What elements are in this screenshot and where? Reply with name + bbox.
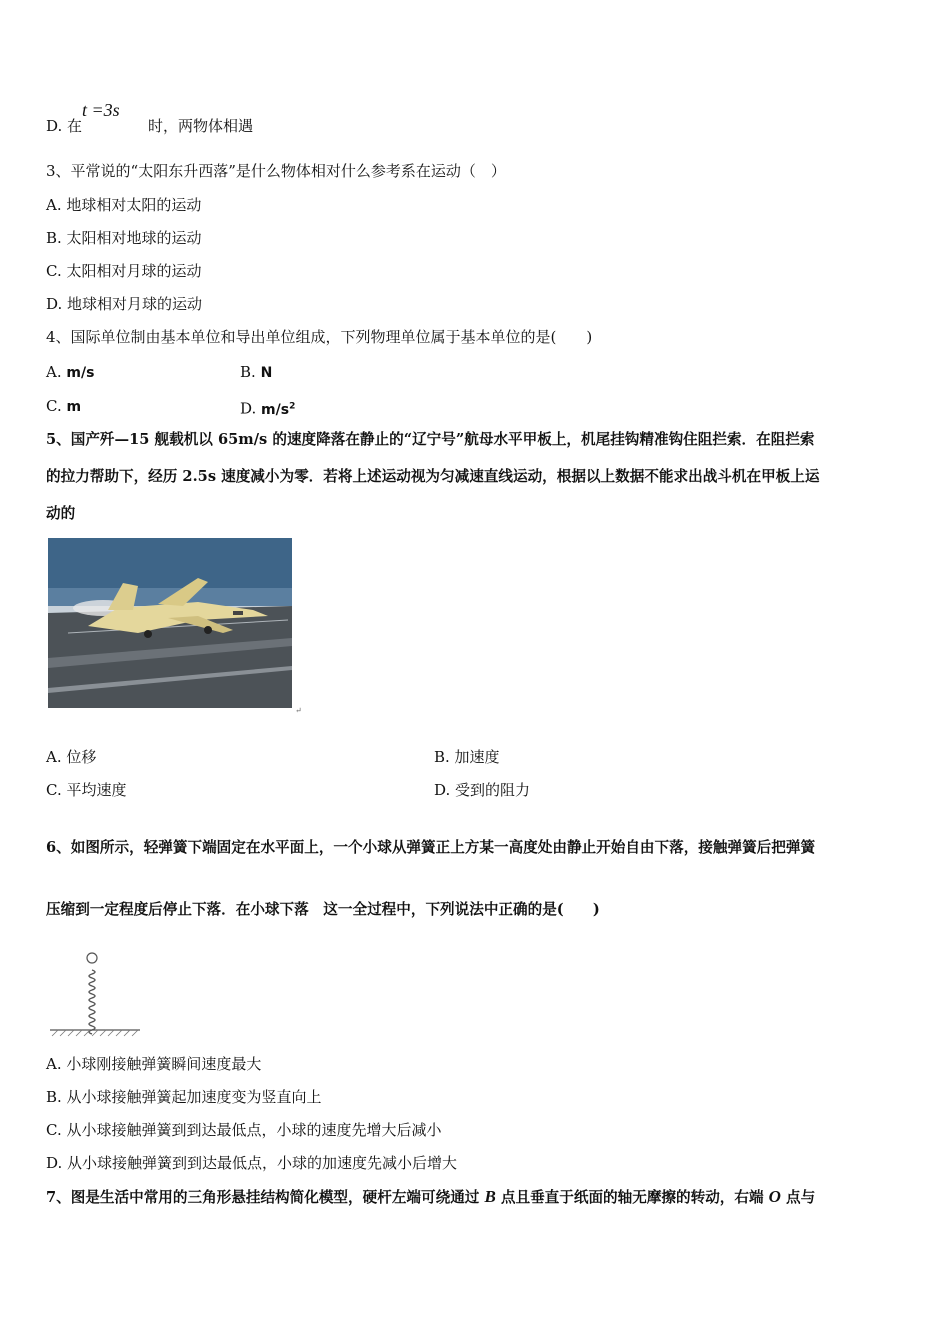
q5-option-a: A. 位移 [46,748,97,766]
image-anchor-mark: ↵ [295,706,302,715]
q7-point-b: B [484,1187,496,1206]
q3-option-a: A. 地球相对太阳的运动 [46,196,202,214]
q5-option-d: D. 受到的阻力 [434,781,531,799]
q4-option-b-unit: N [260,365,273,381]
q7-stem [46,1187,815,1208]
q4-option-a-letter: A. [46,363,62,381]
q6-option-c: C. 从小球接触弹簧到到达最低点，小球的速度先增大后减小 [46,1121,442,1139]
q7-stem-part3: 点与 [780,1189,816,1206]
q4-option-d-unit-text: m/s [261,401,290,418]
q4-option-b-letter: B. [240,363,256,381]
q4-option-b [240,362,272,383]
q4-option-a [46,362,94,383]
q7-stem-part2: 点且垂直于纸面的轴无摩擦的转动，右端 [495,1189,769,1206]
q6-stem-line2: 压缩到一定程度后停止下落．在小球下落 这一全过程中，下列说法中正确的是( ) [46,901,600,918]
q4-option-c [46,396,81,417]
q5-option-c: C. 平均速度 [46,781,127,799]
q2-option-d [46,116,253,136]
spring-ball-diagram [48,950,144,1038]
q3-option-c: C. 太阳相对月球的运动 [46,262,202,280]
q4-option-d-letter: D. [240,399,257,418]
q3-option-b: B. 太阳相对地球的运动 [46,229,202,247]
q7-stem-part1: 7、图是生活中常用的三角形悬挂结构简化模型，硬杆左端可绕通过 [46,1189,485,1206]
q5-stem-line2: 的拉力帮助下，经历 2.5s 速度减小为零．若将上述运动视为匀减速直线运动，根据以上数据不能求出战斗机在甲板上运 [46,468,820,485]
q2-option-d-math: t =3s [82,100,120,120]
q4-option-a-unit: m/s [66,365,95,381]
q6-option-d: D. 从小球接触弹簧到到达最低点，小球的加速度先减小后增大 [46,1154,458,1172]
q4-option-d-superscript: 2 [289,401,296,411]
q6-stem-line1: 6、如图所示，轻弹簧下端固定在水平面上，一个小球从弹簧正上方某一高度处由静止开始自由下落，接触弹簧后把弹簧 [46,839,816,856]
q4-option-d [240,396,295,420]
q4-option-d-unit [261,402,295,418]
q5-stem-line3: 动的 [46,505,76,522]
q6-option-a: A. 小球刚接触弹簧瞬间速度最大 [46,1055,262,1073]
q4-option-c-unit: m [66,399,82,415]
q5-option-b: B. 加速度 [434,748,500,766]
q4-option-c-letter: C. [46,397,62,415]
q4-stem: 4、国际单位制由基本单位和导出单位组成，下列物理单位属于基本单位的是( ) [46,328,593,346]
q2-option-d-prefix: D. 在 [46,117,83,135]
carrier-jet-photo [48,538,292,708]
q6-option-b: B. 从小球接触弹簧起加速度变为竖直向上 [46,1088,322,1106]
q2-option-d-suffix: 时，两物体相遇 [148,117,254,135]
q7-point-o: O [768,1187,781,1206]
q3-stem: 3、平常说的“太阳东升西落”是什么物体相对什么参考系在运动（ ） [46,162,506,180]
q5-stem-line1: 5、国产歼—15 舰载机以 65m/s 的速度降落在静止的“辽宁号”航母水平甲板上，机尾挂钩精准钩住阻拦索．在阻拦索 [46,431,815,448]
q3-option-d: D. 地球相对月球的运动 [46,295,203,313]
